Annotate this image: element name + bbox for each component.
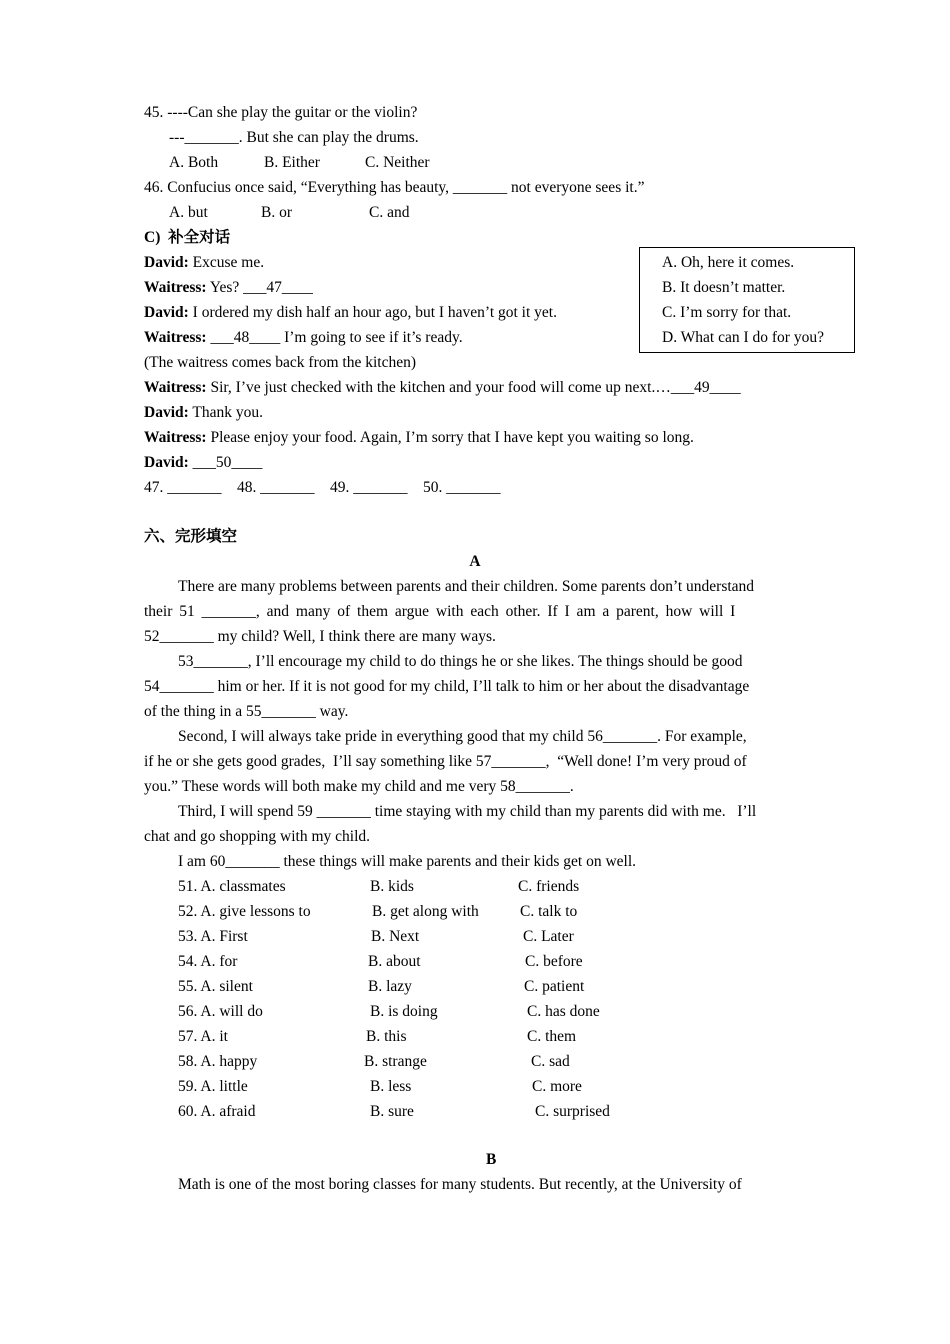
utterance: Excuse me. <box>188 254 265 271</box>
question-45-stem: 45. ----Can she play the guitar or the violin? <box>144 104 418 121</box>
option-59-c: C. more <box>532 1078 582 1095</box>
option-55-b: B. lazy <box>368 978 412 995</box>
option-55-c: C. patient <box>524 978 585 995</box>
stage-direction: (The waitress comes back from the kitchen) <box>144 354 417 371</box>
box-option-b: B. It doesn’t matter. <box>662 279 786 296</box>
box-option-a: A. Oh, here it comes. <box>662 254 795 271</box>
dialogue-line <box>144 328 463 348</box>
passage-a-line: 53_______, I’ll encourage my child to do things he or she likes. The things should be good <box>178 653 743 670</box>
passage-a-heading: A <box>469 553 481 570</box>
passage-a-line: you.” These words will both make my child and me very 58_______. <box>144 778 574 795</box>
question-45-option-c: C. Neither <box>365 154 430 171</box>
dialogue-line <box>144 453 262 473</box>
speaker: David: <box>144 254 189 271</box>
speaker: Waitress: <box>144 279 207 296</box>
option-52-a: 52. A. give lessons to <box>178 903 311 920</box>
utterance: ___50____ <box>188 454 263 471</box>
option-53-a: 53. A. First <box>178 928 248 945</box>
option-58-b: B. strange <box>364 1053 427 1070</box>
box-option-d: D. What can I do for you? <box>662 329 824 346</box>
option-54-a: 54. A. for <box>178 953 238 970</box>
passage-a-line: There are many problems between parents and their children. Some parents don’t understand <box>178 578 755 595</box>
option-59-b: B. less <box>370 1078 412 1095</box>
passage-a-line: 54_______ him or her. If it is not good for my child, I’ll talk to him or her about the disadvantage <box>144 678 750 695</box>
option-56-a: 56. A. will do <box>178 1003 263 1020</box>
question-46-option-c: C. and <box>369 204 410 221</box>
dialogue-line <box>144 378 741 398</box>
passage-a-line: Third, I will spend 59 _______ time staying with my child than my parents did with me. I’ll <box>178 803 757 820</box>
dialogue-line <box>144 353 416 373</box>
option-54-b: B. about <box>368 953 421 970</box>
dialogue-line <box>144 403 263 423</box>
utterance: Sir, I’ve just checked with the kitchen and your food will come up next.…___49____ <box>206 379 741 396</box>
section-c-title: C) 补全对话 <box>144 229 231 246</box>
utterance: Please enjoy your food. Again, I’m sorry that I have kept you waiting so long. <box>206 429 694 446</box>
option-52-c: C. talk to <box>520 903 578 920</box>
dialogue-line <box>144 278 313 298</box>
option-57-c: C. them <box>527 1028 577 1045</box>
option-58-c: C. sad <box>531 1053 570 1070</box>
dialogue-line <box>144 253 264 273</box>
question-45-reply: ---_______. But she can play the drums. <box>169 129 419 146</box>
speaker: Waitress: <box>144 329 207 346</box>
option-51-a: 51. A. classmates <box>178 878 286 895</box>
option-55-a: 55. A. silent <box>178 978 253 995</box>
question-46-stem: 46. Confucius once said, “Everything has beauty, _______ not everyone sees it.” <box>144 179 645 196</box>
passage-a-line: Second, I will always take pride in everything good that my child 56_______. For example, <box>178 728 747 745</box>
utterance: Thank you. <box>188 404 263 421</box>
option-53-c: C. Later <box>523 928 574 945</box>
answer-blanks: 47. _______ 48. _______ 49. _______ 50. _______ <box>144 479 501 496</box>
speaker: Waitress: <box>144 429 207 446</box>
passage-a-line: 52_______ my child? Well, I think there are many ways. <box>144 628 496 645</box>
speaker: David: <box>144 304 189 321</box>
option-51-b: B. kids <box>370 878 414 895</box>
option-57-b: B. this <box>366 1028 407 1045</box>
question-45-option-b: B. Either <box>264 154 320 171</box>
dialogue-options-box <box>639 247 855 353</box>
passage-a-line: their 51 _______, and many of them argue with each other. If I am a parent, how will I <box>144 603 736 620</box>
passage-b-line: Math is one of the most boring classes for many students. But recently, at the University of <box>178 1176 742 1193</box>
dialogue-line <box>144 303 557 323</box>
option-56-c: C. has done <box>527 1003 600 1020</box>
option-60-c: C. surprised <box>535 1103 610 1120</box>
section-six-title: 六、完形填空 <box>144 528 238 545</box>
option-58-a: 58. A. happy <box>178 1053 258 1070</box>
question-46-option-a: A. but <box>169 204 208 221</box>
passage-a-line: I am 60_______ these things will make parents and their kids get on well. <box>178 853 637 870</box>
option-52-b: B. get along with <box>372 903 479 920</box>
passage-a-line: chat and go shopping with my child. <box>144 828 371 845</box>
option-60-b: B. sure <box>370 1103 414 1120</box>
box-option-c: C. I’m sorry for that. <box>662 304 792 321</box>
utterance: Yes? ___47____ <box>206 279 313 296</box>
utterance: ___48____ I’m going to see if it’s ready. <box>206 329 463 346</box>
question-46-option-b: B. or <box>261 204 292 221</box>
passage-b-heading: B <box>486 1151 497 1168</box>
utterance: I ordered my dish half an hour ago, but I haven’t got it yet. <box>188 304 557 321</box>
option-59-a: 59. A. little <box>178 1078 248 1095</box>
option-57-a: 57. A. it <box>178 1028 228 1045</box>
speaker: Waitress: <box>144 379 207 396</box>
dialogue-line <box>144 428 694 448</box>
option-56-b: B. is doing <box>370 1003 438 1020</box>
option-54-c: C. before <box>525 953 583 970</box>
option-53-b: B. Next <box>371 928 420 945</box>
speaker: David: <box>144 404 189 421</box>
speaker: David: <box>144 454 189 471</box>
passage-a-line: if he or she gets good grades, I’ll say something like 57_______, “Well done! I’m very proud of <box>144 753 747 770</box>
option-60-a: 60. A. afraid <box>178 1103 256 1120</box>
option-51-c: C. friends <box>518 878 580 895</box>
question-45-option-a: A. Both <box>169 154 219 171</box>
passage-a-line: of the thing in a 55_______ way. <box>144 703 349 720</box>
